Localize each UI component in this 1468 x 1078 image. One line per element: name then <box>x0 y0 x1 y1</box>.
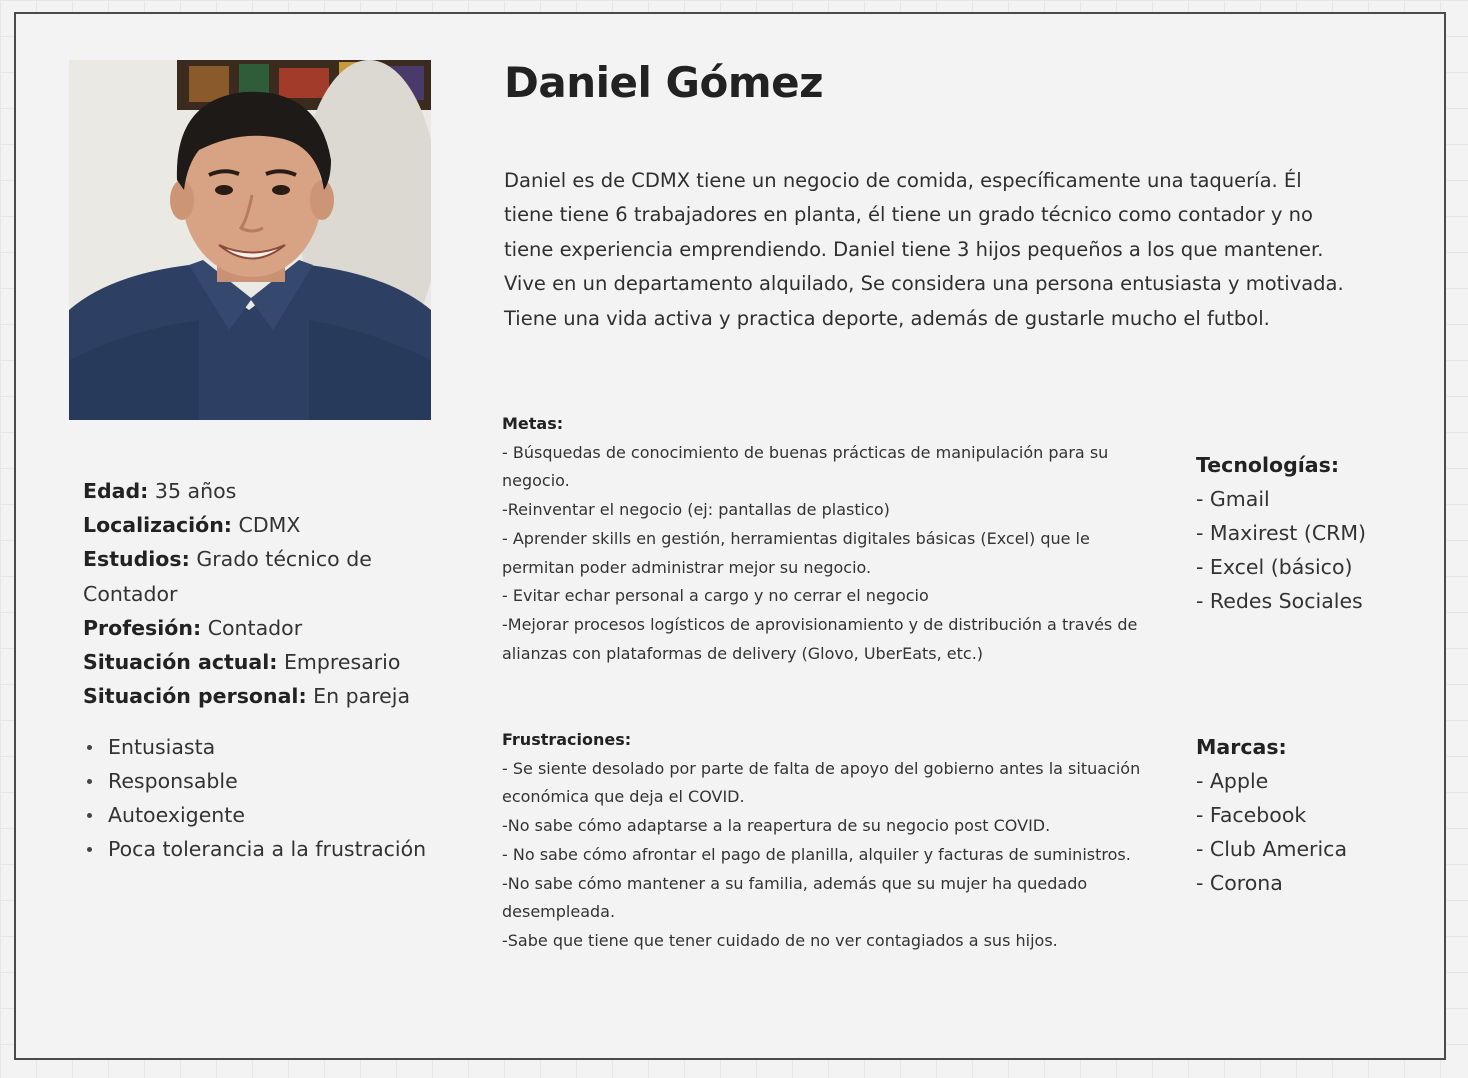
profile-situacion-actual <box>83 645 463 679</box>
frustraciones-section <box>502 726 1152 956</box>
tecnologias-item: - Redes Sociales <box>1196 589 1363 613</box>
metas-item: -Mejorar procesos logísticos de aprovisionamiento y de distribución a través de alianzas con plataformas de delivery (Glovo, UberEats, etc.) <box>502 614 1138 663</box>
trait-item: Responsable <box>83 764 426 798</box>
persona-photo <box>69 60 431 420</box>
localizacion-value: CDMX <box>238 513 301 538</box>
tecnologias-section <box>1196 448 1386 618</box>
situacion-actual-label: Situación actual: <box>83 650 278 675</box>
profile-situacion-personal <box>83 679 463 713</box>
tecnologias-item: - Gmail <box>1196 487 1270 511</box>
situacion-personal-value: En pareja <box>313 684 411 709</box>
tecnologias-heading: Tecnologías: <box>1196 453 1340 477</box>
marcas-item: - Corona <box>1196 871 1283 895</box>
portrait-illustration <box>69 60 431 420</box>
estudios-value: Grado técnico de Contador <box>83 547 372 606</box>
edad-label: Edad: <box>83 479 149 503</box>
metas-item: - Aprender skills en gestión, herramientas digitales básicas (Excel) que le permitan poder administrar mejor su negocio. <box>502 528 1090 577</box>
trait-item: Poca tolerancia a la frustración <box>83 832 426 866</box>
localizacion-label: Localización: <box>83 513 233 538</box>
profile-estudios <box>83 542 463 610</box>
profile-profesion <box>83 611 463 645</box>
frustraciones-item: - No sabe cómo afrontar el pago de planilla, alquiler y facturas de suministros. <box>502 844 1131 864</box>
profesion-value: Contador <box>207 615 303 640</box>
frustraciones-item: - Se siente desolado por parte de falta de apoyo del gobierno antes la situación económica que deja el COVID. <box>502 758 1141 807</box>
situacion-personal-label: Situación personal: <box>83 684 307 709</box>
marcas-item: - Facebook <box>1196 803 1307 827</box>
profesion-label: Profesión: <box>83 615 202 640</box>
metas-item: -Reinventar el negocio (ej: pantallas de plastico) <box>502 500 890 520</box>
frustraciones-item: -No sabe cómo adaptarse a la reapertura de su negocio post COVID. <box>502 816 1051 836</box>
frustraciones-heading: Frustraciones: <box>502 730 632 749</box>
metas-item: - Evitar echar personal a cargo y no cerrar el negocio <box>502 586 929 606</box>
marcas-section <box>1196 730 1386 900</box>
trait-item: Entusiasta <box>83 730 426 764</box>
profile-edad <box>83 474 463 508</box>
tecnologias-item: - Excel (básico) <box>1196 555 1353 579</box>
edad-value: 35 años <box>154 479 237 503</box>
persona-bio: Daniel es de CDMX tiene un negocio de comida, específicamente una taquería. Él tiene tiene 6 trabajadores en planta, él tiene un grado técnico como contador y no tiene experiencia emprendiendo. Daniel tiene 3 hijos pequeños a los que mantener. Vive en un departamento alquilado, Se considera una persona entusiasta y motivada. Tiene una vida activa y practica deporte, además de gustarle mucho el futbol. <box>504 169 1344 330</box>
metas-heading: Metas: <box>502 414 564 433</box>
situacion-actual-value: Empresario <box>283 650 401 675</box>
marcas-item: - Apple <box>1196 769 1269 793</box>
profile-details <box>83 474 463 713</box>
estudios-label: Estudios: <box>83 547 190 572</box>
profile-localizacion <box>83 508 463 542</box>
metas-item: - Búsquedas de conocimiento de buenas prácticas de manipulación para su negocio. <box>502 442 1109 491</box>
trait-item: Autoexigente <box>83 798 426 832</box>
traits-list <box>83 730 426 866</box>
persona-name: Daniel Gómez <box>504 58 824 107</box>
frustraciones-item: -Sabe que tiene que tener cuidado de no ver contagiados a sus hijos. <box>502 930 1058 950</box>
frustraciones-item: -No sabe cómo mantener a su familia, además que su mujer ha quedado desempleada. <box>502 873 1088 922</box>
persona-card <box>14 12 1446 1060</box>
marcas-item: - Club America <box>1196 837 1348 861</box>
metas-section <box>502 410 1152 668</box>
tecnologias-item: - Maxirest (CRM) <box>1196 521 1367 545</box>
marcas-heading: Marcas: <box>1196 735 1287 759</box>
